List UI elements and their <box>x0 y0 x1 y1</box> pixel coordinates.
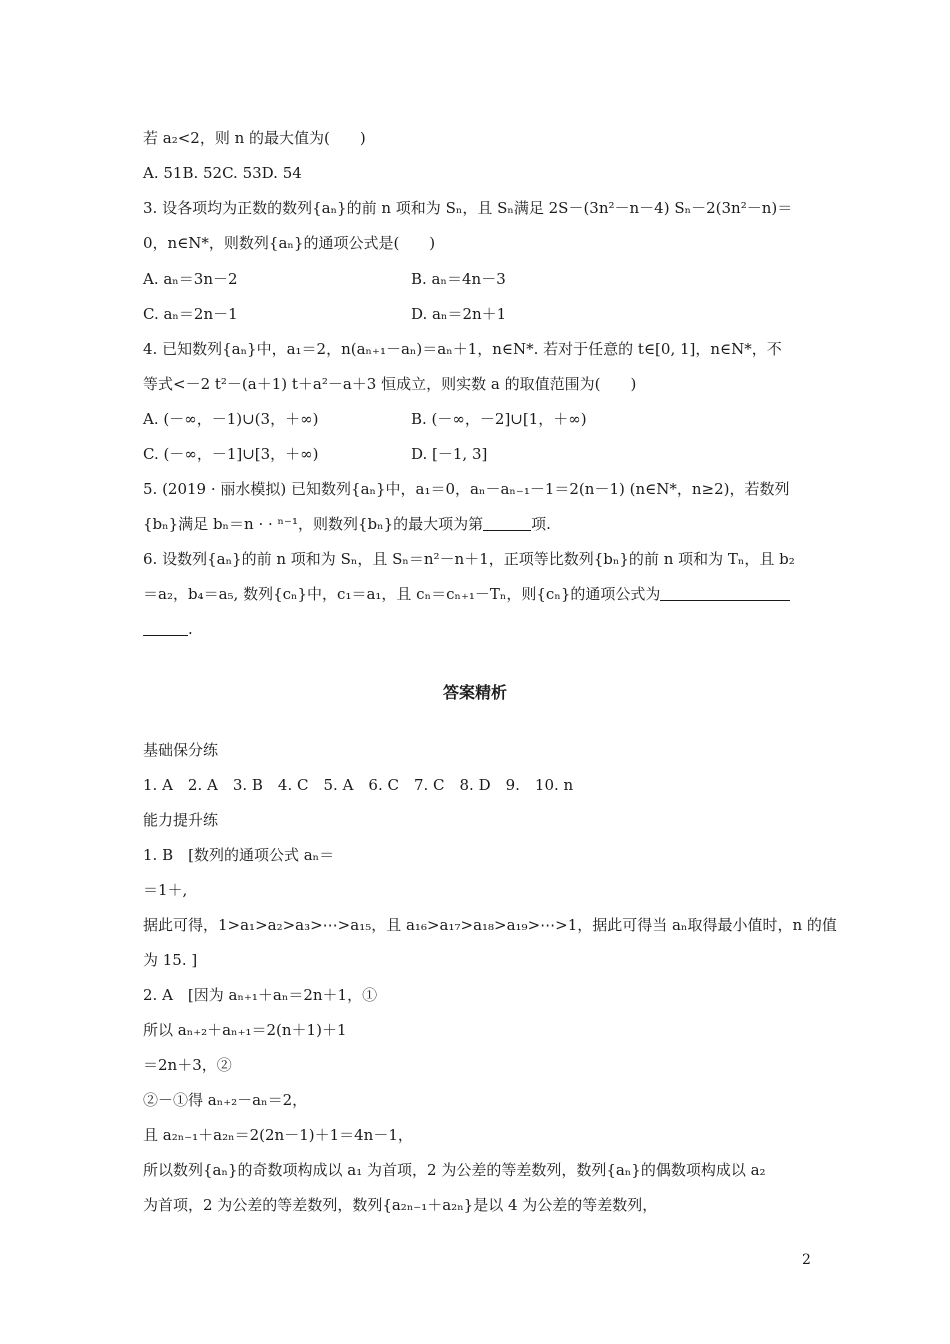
text-line: ②－①得 aₙ₊₂－aₙ＝2， <box>143 1091 308 1109</box>
text-line: 6. 设数列{aₙ}的前 n 项和为 Sₙ，且 Sₙ＝n²－n＋1，正项等比数列{bₙ}的前 n 项和为 Tₙ，且 b₂ <box>143 550 795 568</box>
option-row <box>143 304 803 324</box>
text-line: 基础保分练 <box>143 741 219 759</box>
question-text: . <box>188 620 193 638</box>
text-line: 3. 设各项均为正数的数列{aₙ}的前 n 项和为 Sₙ，且 Sₙ满足 2S－(3n²－n－4) Sₙ－2(3n²－n)＝ <box>143 199 793 217</box>
option-d: D. aₙ＝2n＋1 <box>411 305 507 323</box>
question-text: ＝a₂，b₄＝a₅, 数列{cₙ}中，c₁＝a₁，且 cₙ＝cₙ₊₁－Tₙ，则{cₙ}的通项公式为 <box>143 585 661 603</box>
text-line: 所以 aₙ₊₂＋aₙ₊₁＝2(n＋1)＋1 <box>143 1021 347 1039</box>
option-c: C. aₙ＝2n－1 <box>143 305 238 323</box>
option-row <box>143 269 803 289</box>
option-a: A. aₙ＝3n－2 <box>143 270 238 288</box>
text-line: 且 a₂ₙ₋₁＋a₂ₙ＝2(2n－1)＋1＝4n－1， <box>143 1126 413 1144</box>
text-line <box>143 514 551 534</box>
answer-blank <box>143 621 188 636</box>
text-line: 为首项，2 为公差的等差数列，数列{a₂ₙ₋₁＋a₂ₙ}是以 4 为公差的等差数列， <box>143 1196 658 1214</box>
option-row <box>143 409 803 429</box>
option-d: D. [－1, 3] <box>411 445 488 463</box>
text-line: 2. A [因为 aₙ₊₁＋aₙ＝2n＋1，① <box>143 986 378 1004</box>
option-b: B. aₙ＝4n－3 <box>411 270 506 288</box>
text-line: 为 15. ] <box>143 951 198 969</box>
text-line: 若 a₂<2，则 n 的最大值为( ) <box>143 129 366 147</box>
answer-blank <box>483 516 531 531</box>
text-line: 能力提升练 <box>143 811 219 829</box>
option-row <box>143 444 803 464</box>
text-line: A. 51B. 52C. 53D. 54 <box>143 164 302 182</box>
text-line: 1. A 2. A 3. B 4. C 5. A 6. C 7. C 8. D 9. 10. n <box>143 776 574 794</box>
text-line <box>143 619 193 639</box>
option-c: C. (－∞，－1]∪[3，＋∞) <box>143 445 319 463</box>
section-title: 答案精析 <box>442 683 507 702</box>
text-line: 4. 已知数列{aₙ}中，a₁＝2，n(aₙ₊₁－aₙ)＝aₙ＋1，n∈N*. 若对于任意的 t∈[0, 1]，n∈N*，不 <box>143 340 782 358</box>
page-number: 2 <box>802 1252 811 1268</box>
text-line: 据此可得，1>a₁>a₂>a₃>⋯>a₁₅，且 a₁₆>a₁₇>a₁₈>a₁₉>⋯>1，据此可得当 aₙ取得最小值时，n 的值 <box>143 916 837 934</box>
option-b: B. (－∞，－2]∪[1，＋∞) <box>411 410 587 428</box>
option-a: A. (－∞，－1)∪(3，＋∞) <box>143 410 319 428</box>
text-line: 5. (2019 · 丽水模拟) 已知数列{aₙ}中，a₁＝0，aₙ－aₙ₋₁－1＝2(n－1) (n∈N*，n≥2)，若数列 <box>143 480 790 498</box>
text-line: ＝2n＋3，② <box>143 1056 232 1074</box>
question-text: 项. <box>531 515 551 533</box>
text-line: 等式<－2 t²－(a＋1) t＋a²－a＋3 恒成立，则实数 a 的取值范围为( ) <box>143 375 637 393</box>
text-line: 1. B [数列的通项公式 aₙ＝ <box>143 846 335 864</box>
text-line <box>143 584 790 604</box>
text-line: ＝1＋, <box>143 881 188 899</box>
question-text: {bₙ}满足 bₙ＝n · · ⁿ⁻¹，则数列{bₙ}的最大项为第 <box>143 515 484 533</box>
text-line: 0，n∈N*，则数列{aₙ}的通项公式是( ) <box>143 234 436 252</box>
answer-blank <box>660 586 790 601</box>
text-line: 所以数列{aₙ}的奇数项构成以 a₁ 为首项，2 为公差的等差数列，数列{aₙ}的偶数项构成以 a₂ <box>143 1161 766 1179</box>
